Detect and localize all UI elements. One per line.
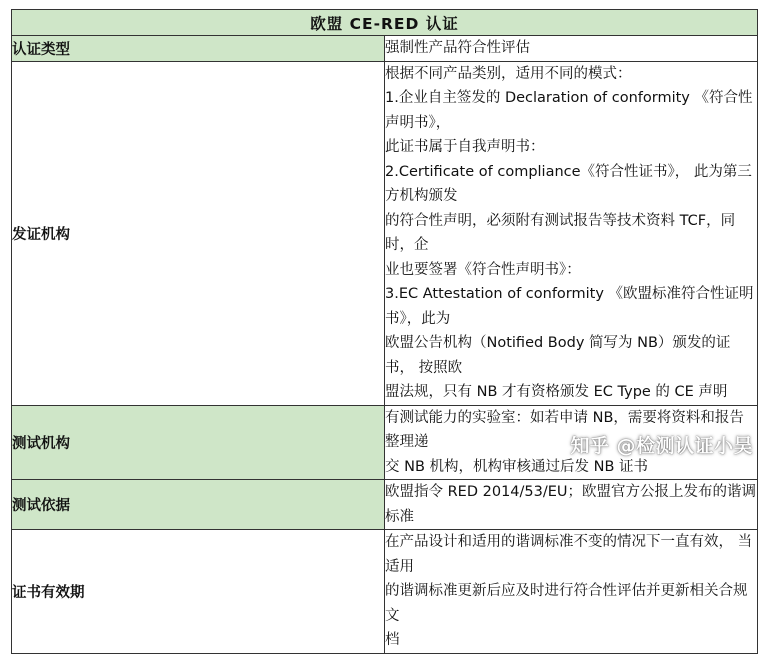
- row-label-cert-type: 认证类型: [12, 36, 385, 62]
- text-line: 在产品设计和适用的谐调标准不变的情况下一直有效， 当适用: [385, 534, 753, 575]
- table-row: [12, 36, 758, 62]
- text-line: 业也要签署《符合性声明书》：: [385, 261, 581, 278]
- text-line: 3.EC Attestation of conformity 《欧盟标准符合性证明书》，此为: [385, 286, 754, 327]
- text-line: 根据不同产品类别，适用不同的模式：: [385, 65, 632, 82]
- table-row: [12, 480, 758, 530]
- table-title: 欧盟 CE-RED 认证: [12, 10, 758, 36]
- watermark: 知乎 @检测认证小吴: [570, 435, 753, 457]
- text-line: 2.Certificate of compliance《符合性证书》， 此为第三方机构颁发: [385, 163, 752, 204]
- row-value-test-basis: [385, 480, 758, 530]
- text-line: 此证书属于自我声明书：: [385, 139, 545, 155]
- table-row: [12, 61, 758, 405]
- certification-table: [11, 9, 758, 654]
- text-line: 的符合性声明，必须附有测试报告等技术资料 TCF，同时，企: [385, 212, 736, 253]
- table-title-row: [12, 10, 758, 36]
- row-label-test-basis: 测试依据: [12, 480, 385, 530]
- text-line: 盟法规，只有 NB 才有资格颁发 EC Type 的 CE 声明: [385, 384, 728, 400]
- text-line: 强制性产品符合性评估: [385, 40, 530, 56]
- row-value-cert-type: [385, 36, 758, 62]
- row-value-issuer: [385, 61, 758, 405]
- text-line: 档: [385, 632, 400, 648]
- row-label-validity: 证书有效期: [12, 530, 385, 654]
- text-line: 交 NB 机构，机构审核通过后发 NB 证书: [385, 458, 649, 475]
- row-label-test-lab: 测试机构: [12, 405, 385, 480]
- text-line: 的谐调标准更新后应及时进行符合性评估并更新相关合规文: [385, 583, 748, 624]
- row-label-issuer: 发证机构: [12, 61, 385, 405]
- text-line: 有测试能力的实验室：如若申请 NB，需要将资料和报告整理递: [385, 409, 744, 450]
- text-line: 欧盟指令 RED 2014/53/EU；欧盟官方公报上发布的谐调标准: [385, 484, 757, 525]
- row-value-validity: [385, 530, 758, 654]
- text-line: 1.企业自主签发的 Declaration of conformity 《符合性声明书》，: [385, 90, 753, 131]
- table-row: [12, 530, 758, 654]
- text-line: 欧盟公告机构（Notified Body 简写为 NB）颁发的证书， 按照欧: [385, 335, 731, 376]
